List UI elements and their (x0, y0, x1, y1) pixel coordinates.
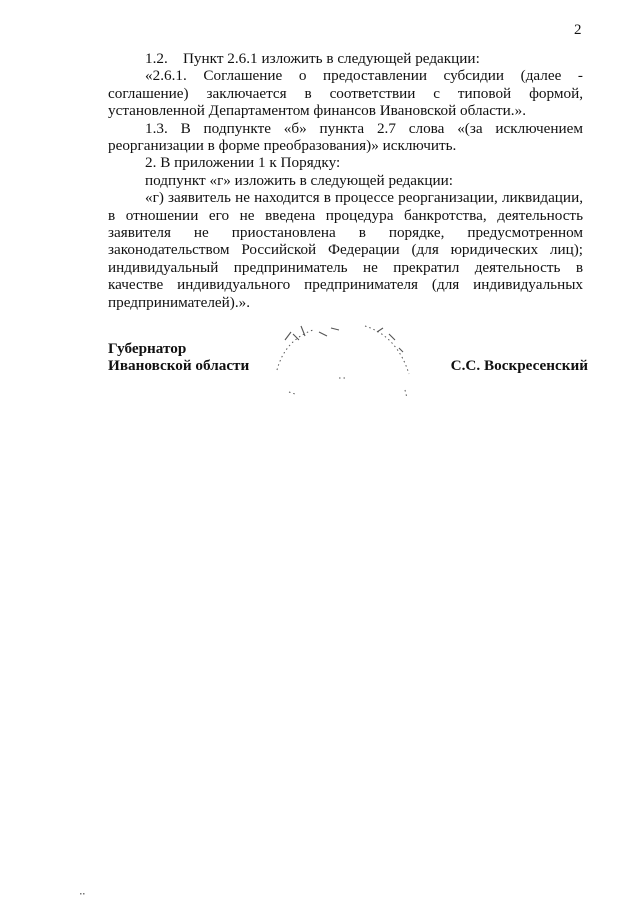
page-number: 2 (574, 22, 582, 38)
faded-seal-stamp (265, 318, 425, 408)
signatory-title-line-1: Губернатор (108, 340, 187, 357)
paragraph-subpoint-g-intro: подпункт «г» изложить в следующей редакции: (145, 171, 454, 189)
seal-mark-a (289, 392, 295, 394)
paragraph-2-6-1-text: «2.6.1. Соглашение о предоставлении субсидии (далее - соглашение) заключается в соответствии с типовой формой, установленной Департаментом финансов Ивановской области.». (108, 67, 583, 120)
seal-fragment-top (319, 328, 339, 336)
signatory-name: С.С. Воскресенский (450, 357, 588, 375)
paragraph-2: 2. В приложении 1 к Порядку: (145, 154, 341, 172)
paragraph-subpoint-g-text: «г) заявитель не находится в процессе реорганизации, ликвидации, в отношении его не введена процедура банкротства, деятельность заявителя не приостановлена в порядке, предусмотренном законодательством Российской Федерации (для юридических лиц); индивидуальный предприниматель не прекратил деятельность в качестве индивидуального предпринимателя (для индивидуальных предпринимателей).». (108, 189, 583, 311)
seal-fragment-right (377, 328, 403, 352)
seal-mark-c (405, 390, 407, 398)
paragraph-1-3: 1.3. В подпункте «б» пункта 2.7 слова «(за исключением реорганизации в форме преобразования)» исключить. (108, 119, 583, 155)
signatory-title-line-2: Ивановской области (108, 357, 250, 375)
seal-fragment-left (285, 326, 305, 340)
paragraph-1-2: 1.2. Пункт 2.6.1 изложить в следующей редакции: (145, 50, 480, 67)
scan-speck (80, 892, 86, 896)
document-body (108, 50, 583, 311)
seal-arc-right (365, 326, 409, 374)
signatory-title (108, 340, 249, 375)
